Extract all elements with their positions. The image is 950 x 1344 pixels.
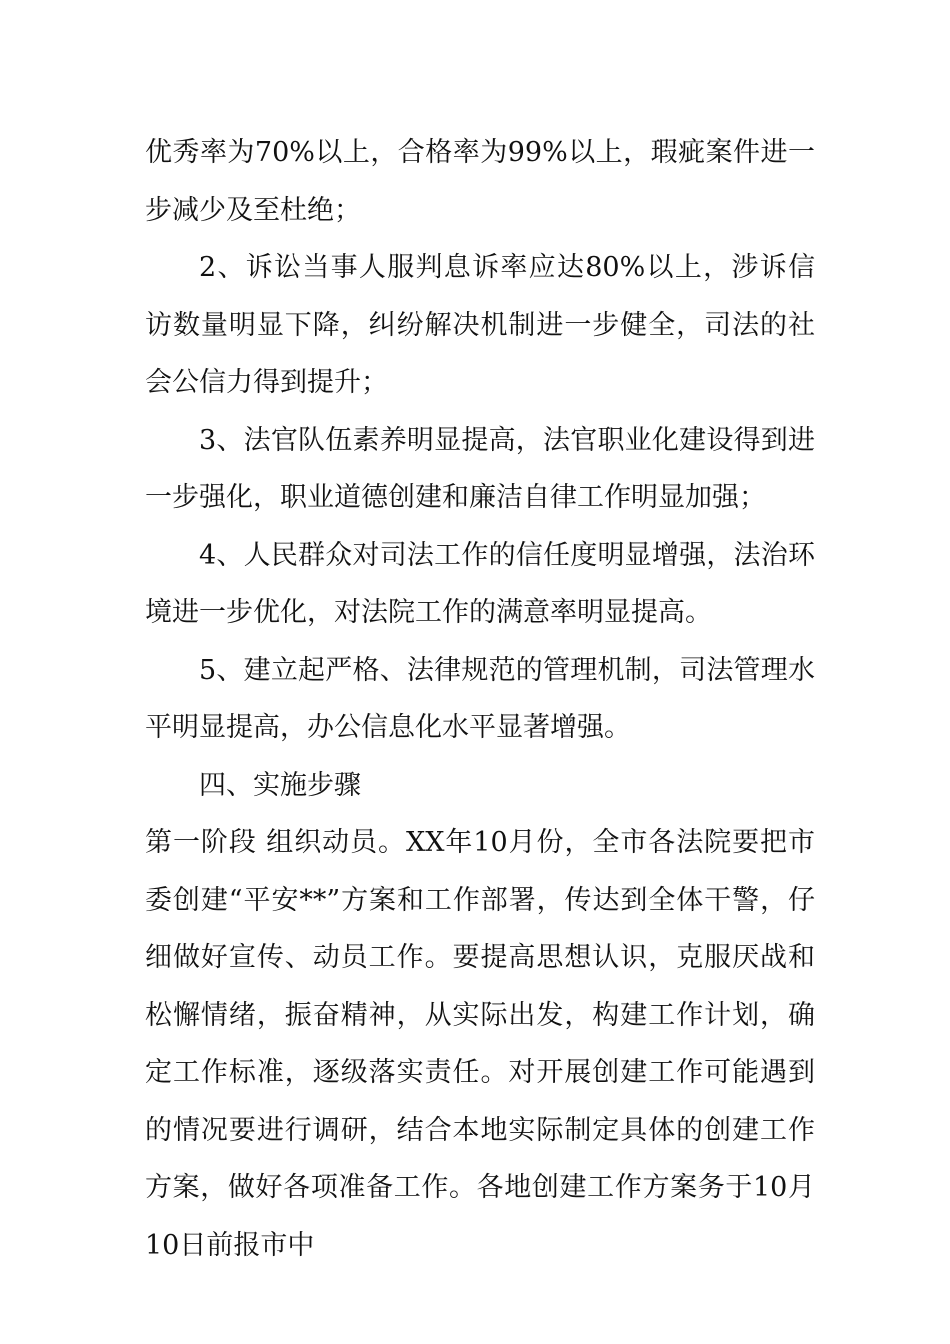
paragraph-item-4: 4、人民群众对司法工作的信任度明显增强，法治环境进一步优化，对法院工作的满意率明显提高。 [145,539,815,628]
section-heading-steps: 四、实施步骤 [199,769,361,801]
paragraph-item-3: 3、法官队伍素养明显提高，法官职业化建设得到进一步强化，职业道德创建和廉洁自律工作明显加强； [145,424,815,513]
document-body [145,124,815,1274]
paragraph-phase-one: 第一阶段 组织动员。XX年10月份，全市各法院要把市委创建“平安**”方案和工作部署，传达到全体干警，仔细做好宣传、动员工作。要提高思想认识，克服厌战和松懈情绪，振奋精神，从实际出发，构建工作计划，确定工作标准，逐级落实责任。对开展创建工作可能遇到的情况要进行调研，结合本地实际制定具体的创建工作方案，做好各项准备工作。各地创建工作方案务于10月10日前报市中 [145,827,815,1261]
paragraph-item-5: 5、建立起严格、法律规范的管理机制，司法管理水平明显提高，办公信息化水平显著增强。 [145,654,815,743]
paragraph-rates: 优秀率为70%以上，合格率为99%以上，瑕疵案件进一步减少及至杜绝； [145,137,815,226]
paragraph-item-2: 2、诉讼当事人服判息诉率应达80%以上，涉诉信访数量明显下降，纠纷解决机制进一步健全，司法的社会公信力得到提升； [145,252,815,398]
